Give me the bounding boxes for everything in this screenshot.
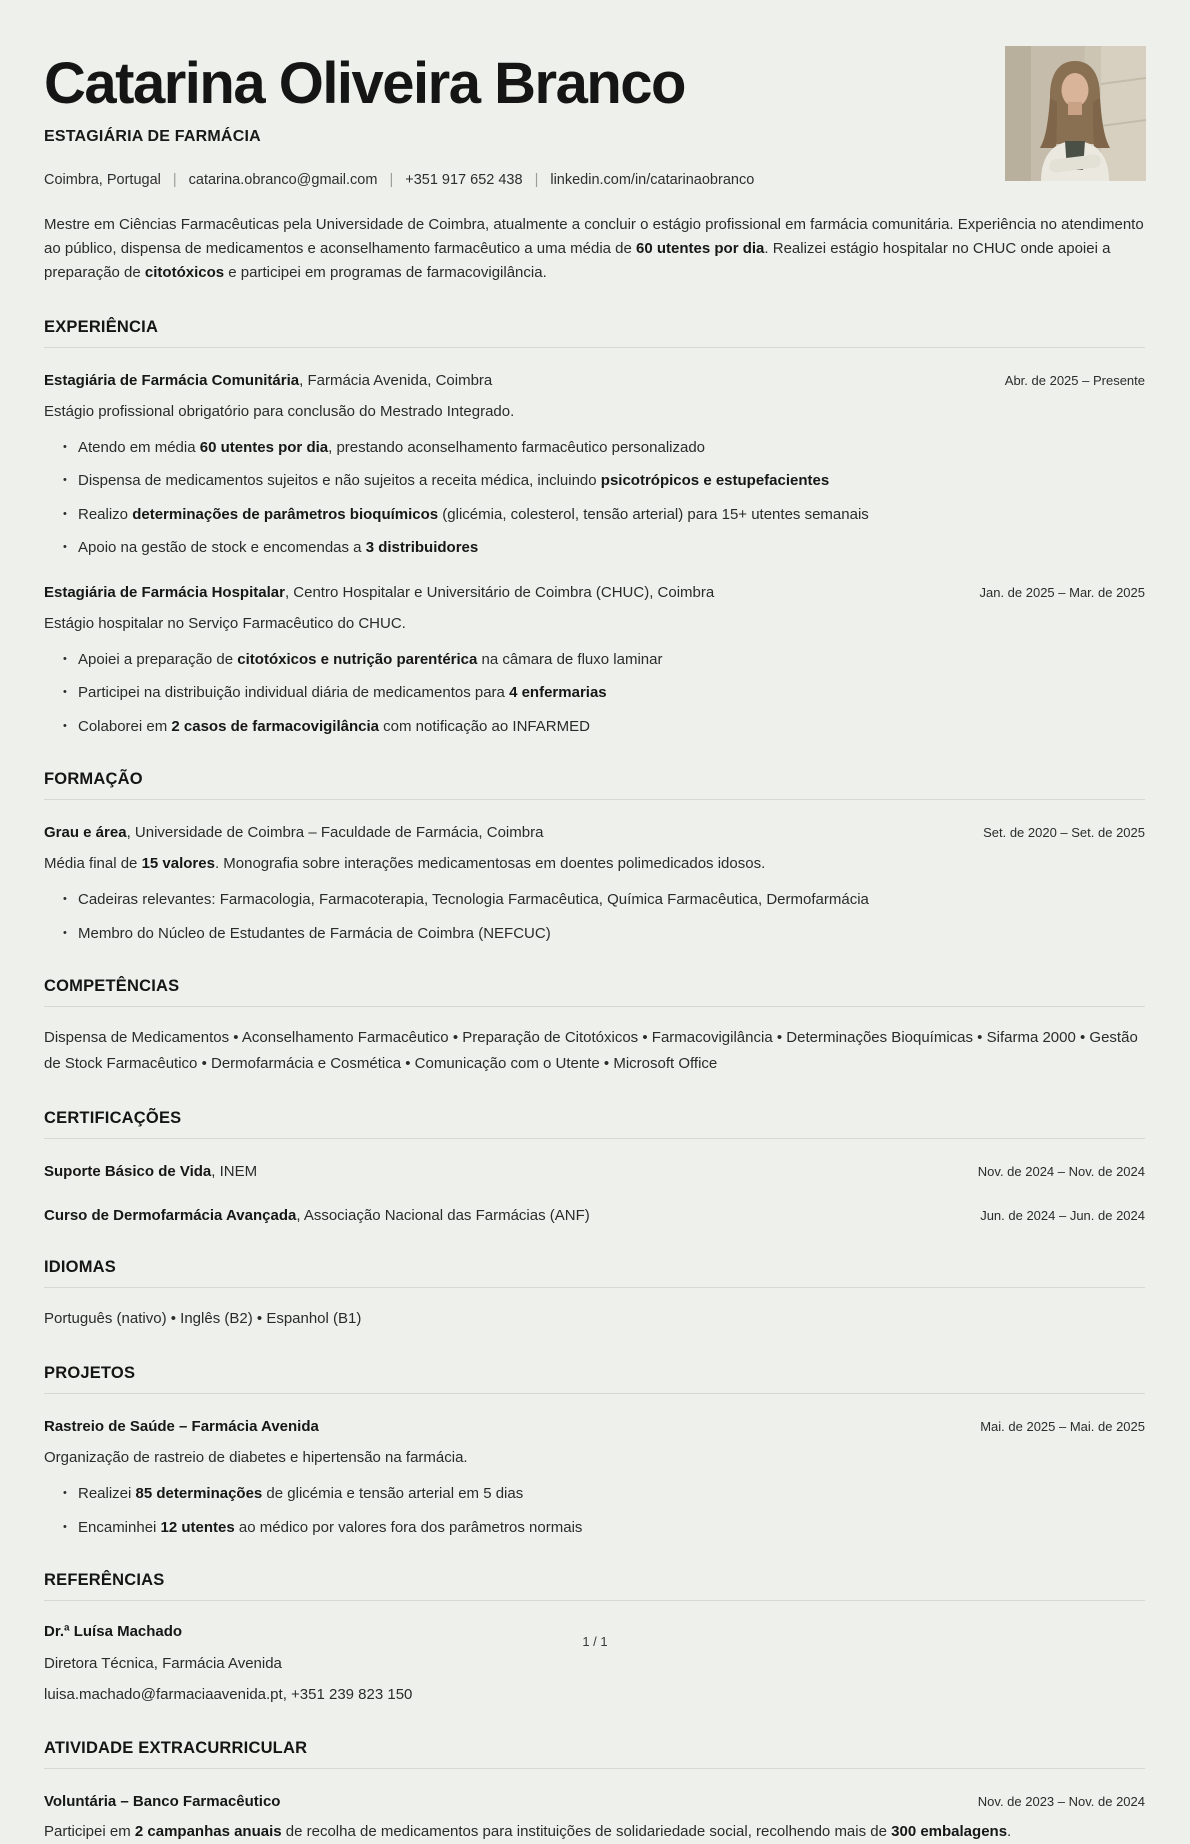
- entry-description: Estágio profissional obrigatório para conclusão do Mestrado Integrado.: [44, 402, 515, 420]
- bullet-item: • Atendo em média 60 utentes por dia, prestando aconselhamento farmacêutico personalizado: [78, 437, 1145, 460]
- reference-line: Diretora Técnica, Farmácia Avenida: [44, 1654, 282, 1672]
- reference-line: luisa.machado@farmaciaavenida.pt, +351 239 823 150: [44, 1686, 413, 1704]
- list-item: Determinações Bioquímicas: [786, 1029, 974, 1047]
- entry: [44, 582, 1145, 739]
- list-item: Português (nativo): [44, 1310, 167, 1328]
- section-experiencia: [44, 318, 1145, 739]
- entry: [44, 1205, 1145, 1227]
- bullet-item: • Encaminhei 12 utentes ao médico por valores fora dos parâmetros normais: [78, 1517, 1145, 1540]
- entry-description: Organização de rastreio de diabetes e hipertensão na farmácia.: [44, 1448, 468, 1466]
- list-item: Gestão de Stock Farmacêutico: [44, 1029, 1138, 1073]
- entry-date: Abr. de 2025 – Presente: [1004, 372, 1145, 388]
- section-divider: [44, 1393, 1145, 1394]
- list-separator: •: [772, 1029, 787, 1047]
- section-divider: [44, 1006, 1145, 1007]
- entry-header: [44, 822, 1145, 844]
- list-separator: •: [1075, 1029, 1090, 1047]
- entry-date: Jan. de 2025 – Mar. de 2025: [979, 584, 1145, 600]
- bullet-item: • Realizei 85 determinações de glicémia e tensão arterial em 5 dias: [78, 1483, 1145, 1506]
- list-item: Dermofarmácia e Cosmética: [211, 1055, 402, 1073]
- section-title: CERTIFICAÇÕES: [44, 1108, 182, 1127]
- bullet-item: • Apoiei a preparação de citotóxicos e nutrição parentérica na câmara de fluxo laminar: [78, 649, 1145, 672]
- bullet-item: • Membro do Núcleo de Estudantes de Farmácia de Coimbra (NEFCUC): [78, 923, 1145, 946]
- section-title: COMPETÊNCIAS: [44, 977, 180, 996]
- contact-location: Coimbra, Portugal: [44, 171, 161, 188]
- section-competencias: [44, 977, 1145, 1077]
- bullet-list: [44, 437, 1145, 560]
- bullet-item: • Participei na distribuição individual diária de medicamentos para 4 enfermarias: [78, 682, 1145, 705]
- list-item: Inglês (B2): [180, 1310, 253, 1328]
- contact-separator: |: [172, 171, 177, 188]
- entry-title: Grau e área, Universidade de Coimbra – Faculdade de Farmácia, Coimbra: [44, 824, 544, 842]
- resume-header: [44, 51, 1145, 286]
- list-separator: •: [599, 1055, 614, 1073]
- contact-phone: +351 917 652 438: [405, 171, 523, 188]
- section-divider: [44, 1287, 1145, 1288]
- entry: [44, 822, 1145, 945]
- section-idiomas: [44, 1258, 1145, 1332]
- entry-title: Suporte Básico de Vida, INEM: [44, 1162, 258, 1180]
- section-title: ATIVIDADE EXTRACURRICULAR: [44, 1738, 308, 1757]
- list-separator: •: [638, 1029, 652, 1047]
- entry-description: Média final de 15 valores. Monografia sobre interações medicamentosas em doentes polimedicados idosos.: [44, 855, 766, 873]
- entry-header: [44, 582, 1145, 604]
- section-divider: [44, 347, 1145, 348]
- contact-separator: |: [534, 171, 539, 188]
- list-separator: •: [197, 1055, 211, 1073]
- entry-title: Rastreio de Saúde – Farmácia Avenida: [44, 1418, 319, 1436]
- list-item: Espanhol (B1): [266, 1310, 362, 1328]
- entry-header: [44, 370, 1145, 392]
- page-indicator: 1 / 1: [582, 1634, 608, 1649]
- bullet-item: • Apoio na gestão de stock e encomendas a 3 distribuidores: [78, 537, 1145, 560]
- list-separator: •: [973, 1029, 987, 1047]
- entry-date: Mai. de 2025 – Mai. de 2025: [980, 1419, 1145, 1435]
- entry-header: [44, 1205, 1145, 1227]
- entry-title: Estagiária de Farmácia Hospitalar, Centro Hospitalar e Universitário de Coimbra (CHUC), Coimbra: [44, 583, 715, 601]
- entry-description: Estágio hospitalar no Serviço Farmacêutico do CHUC.: [44, 614, 406, 632]
- section-divider: [44, 1138, 1145, 1139]
- inline-list: [44, 1025, 1145, 1077]
- list-separator: •: [448, 1029, 463, 1047]
- entry-header: [44, 1791, 1145, 1813]
- contact-row: [44, 172, 1145, 188]
- entry-date: Set. de 2020 – Set. de 2025: [983, 825, 1145, 841]
- entry-header: [44, 1416, 1145, 1438]
- section-title: PROJETOS: [44, 1364, 136, 1383]
- contact-separator: |: [389, 171, 394, 188]
- entry-date: Nov. de 2023 – Nov. de 2024: [977, 1793, 1145, 1809]
- inline-list: [44, 1306, 1145, 1332]
- section-title: REFERÊNCIAS: [44, 1571, 165, 1590]
- list-separator: •: [401, 1055, 415, 1073]
- candidate-job-title: ESTAGIÁRIA DE FARMÁCIA: [44, 127, 261, 145]
- entry-title: Estagiária de Farmácia Comunitária, Farmácia Avenida, Coimbra: [44, 371, 493, 389]
- entry: [44, 370, 1145, 560]
- entry-header: [44, 1161, 1145, 1183]
- list-item: Sifarma 2000: [986, 1029, 1076, 1047]
- entry: [44, 1416, 1145, 1539]
- profile-photo-graphic: [1005, 46, 1146, 181]
- list-item: Dispensa de Medicamentos: [44, 1029, 230, 1047]
- section-projetos: [44, 1364, 1145, 1539]
- contact-linkedin: linkedin.com/in/catarinaobranco: [550, 171, 755, 188]
- sections: [44, 318, 1145, 1844]
- list-item: Microsoft Office: [613, 1055, 718, 1073]
- list-separator: •: [252, 1310, 267, 1328]
- entry: [44, 1161, 1145, 1183]
- bullet-item: • Colaborei em 2 casos de farmacovigilância com notificação ao INFARMED: [78, 716, 1145, 739]
- section-certificacoes: [44, 1109, 1145, 1227]
- bullet-list: [44, 889, 1145, 945]
- section-title: IDIOMAS: [44, 1258, 116, 1277]
- bullet-list: [44, 649, 1145, 739]
- list-item: Preparação de Citotóxicos: [462, 1029, 639, 1047]
- bullet-list: [44, 1483, 1145, 1539]
- summary-text: Mestre em Ciências Farmacêuticas pela Universidade de Coimbra, atualmente a concluir o estágio profissional em farmácia comunitária. Experiência no atendimento ao público, dispensa de medicamentos e aconselhamento farmacêutico a uma média de 60 utentes por dia. Realizei estágio hospitalar no CHUC onde apoiei a preparação de citotóxicos e participei em programas de farmacovigilância.: [44, 215, 1144, 282]
- entry: [44, 1791, 1145, 1844]
- section-divider: [44, 1768, 1145, 1769]
- section-atividade-extracurricular: [44, 1739, 1145, 1844]
- entry-title: Curso de Dermofarmácia Avançada, Associação Nacional das Farmácias (ANF): [44, 1206, 590, 1224]
- entry-date: Jun. de 2024 – Jun. de 2024: [980, 1207, 1145, 1223]
- entry-title: Voluntária – Banco Farmacêutico: [44, 1792, 281, 1810]
- section-title: FORMAÇÃO: [44, 770, 143, 789]
- section-divider: [44, 1600, 1145, 1601]
- list-separator: •: [229, 1029, 242, 1047]
- bullet-item: • Cadeiras relevantes: Farmacologia, Farmacoterapia, Tecnologia Farmacêutica, Química Farmacêutica, Dermofarmácia: [78, 889, 1145, 912]
- list-item: Farmacovigilância: [651, 1029, 773, 1047]
- bullet-item: • Realizo determinações de parâmetros bioquímicos (glicémia, colesterol, tensão arterial) para 15+ utentes semanais: [78, 504, 1145, 527]
- reference-line: Dr.ª Luísa Machado: [44, 1623, 183, 1641]
- entry-date: Nov. de 2024 – Nov. de 2024: [977, 1163, 1145, 1179]
- section-formacao: [44, 770, 1145, 945]
- section-title: EXPERIÊNCIA: [44, 317, 159, 336]
- profile-photo: [1005, 46, 1146, 181]
- list-separator: •: [166, 1310, 181, 1328]
- candidate-name: Catarina Oliveira Branco: [44, 51, 685, 116]
- entry-description: Participei em 2 campanhas anuais de recolha de medicamentos para instituições de solidariedade social, recolhendo mais de 300 embalagens.: [44, 1823, 1012, 1841]
- list-item: Aconselhamento Farmacêutico: [241, 1029, 449, 1047]
- list-item: Comunicação com o Utente: [414, 1055, 600, 1073]
- contact-email: catarina.obranco@gmail.com: [188, 171, 378, 188]
- section-divider: [44, 799, 1145, 800]
- bullet-item: • Dispensa de medicamentos sujeitos e não sujeitos a receita médica, incluindo psicotrópicos e estupefacientes: [78, 470, 1145, 493]
